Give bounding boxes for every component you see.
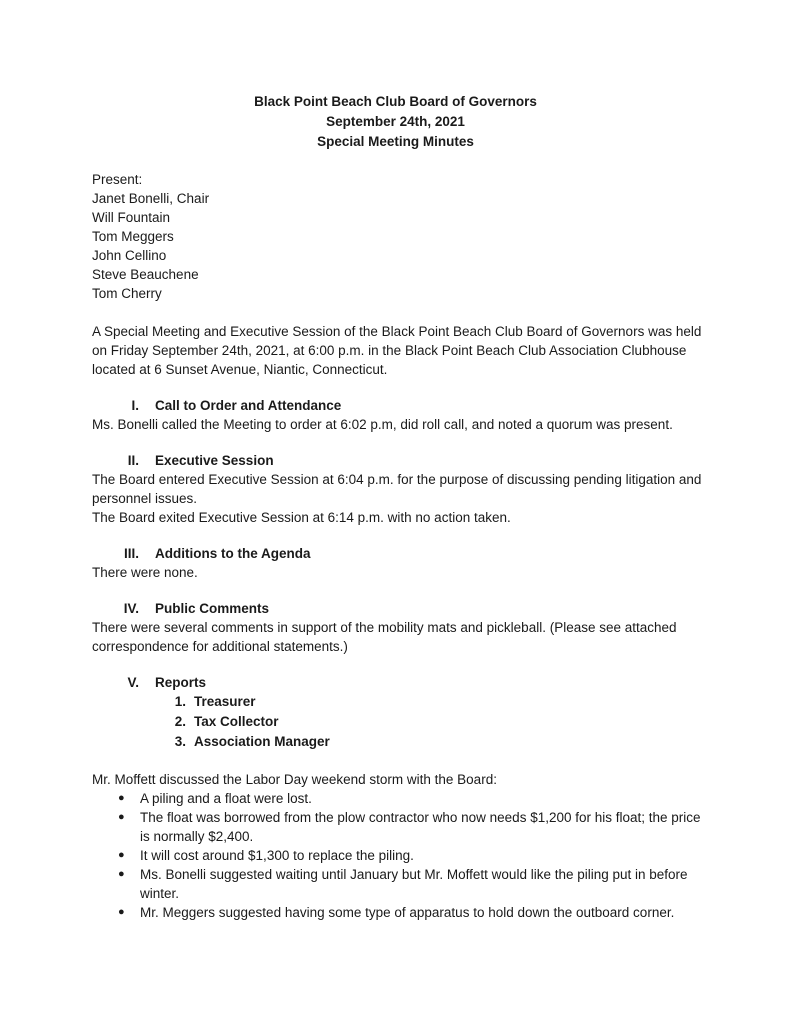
report-item xyxy=(92,732,712,752)
attendee: Steve Beauchene xyxy=(92,267,199,282)
bullet-icon: ● xyxy=(118,849,125,861)
bullet-text: It will cost around $1,300 to replace the piling. xyxy=(140,848,414,863)
document-title xyxy=(0,92,791,152)
section-number: III. xyxy=(123,545,139,561)
section-heading xyxy=(92,450,712,470)
storm-discussion xyxy=(92,770,712,922)
section-heading xyxy=(92,395,712,415)
bullet-item xyxy=(92,808,712,846)
report-item xyxy=(92,692,712,712)
bullet-text: Ms. Bonelli suggested waiting until January but Mr. Moffett would like the piling put in before winter. xyxy=(140,867,688,901)
bullet-icon: ● xyxy=(118,792,125,804)
bullet-icon: ● xyxy=(118,811,125,823)
document-body xyxy=(92,170,712,922)
section-heading xyxy=(92,598,712,618)
report-label: Treasurer xyxy=(194,694,256,709)
report-item xyxy=(92,712,712,732)
report-label: Tax Collector xyxy=(194,714,279,729)
section-call-to-order xyxy=(92,395,712,434)
section-number: IV. xyxy=(123,600,139,616)
section-number: V. xyxy=(127,674,139,690)
title-meeting-type: Special Meeting Minutes xyxy=(317,134,474,149)
bullet-icon: ● xyxy=(118,868,125,880)
section-executive-session xyxy=(92,450,712,527)
section-reports xyxy=(92,672,712,752)
section-number: I. xyxy=(131,397,139,413)
attendee: Tom Cherry xyxy=(92,286,162,301)
section-text: Ms. Bonelli called the Meeting to order at 6:02 p.m, did roll call, and noted a quorum was present. xyxy=(92,417,673,432)
bullet-item xyxy=(92,903,712,922)
attendee: Tom Meggers xyxy=(92,229,174,244)
bullet-text: A piling and a float were lost. xyxy=(140,791,312,806)
reports-list xyxy=(92,692,712,752)
title-organization: Black Point Beach Club Board of Governors xyxy=(254,94,537,109)
title-date: September 24th, 2021 xyxy=(326,114,465,129)
section-text: The Board exited Executive Session at 6:14 p.m. with no action taken. xyxy=(92,510,511,525)
section-title: Executive Session xyxy=(155,452,274,468)
report-label: Association Manager xyxy=(194,734,330,749)
section-title: Additions to the Agenda xyxy=(155,545,311,561)
section-title: Call to Order and Attendance xyxy=(155,397,342,413)
bullet-item xyxy=(92,846,712,865)
section-text: The Board entered Executive Session at 6:04 p.m. for the purpose of discussing pending litigation and personnel issues. xyxy=(92,472,702,506)
attendee: Janet Bonelli, Chair xyxy=(92,191,210,206)
section-public-comments xyxy=(92,598,712,656)
section-text: There were none. xyxy=(92,565,198,580)
section-additions-to-agenda xyxy=(92,543,712,582)
section-title: Public Comments xyxy=(155,600,270,616)
section-number: II. xyxy=(127,452,139,468)
present-label: Present: xyxy=(92,172,143,187)
bullet-item xyxy=(92,789,712,808)
attendee: Will Fountain xyxy=(92,210,171,225)
section-heading xyxy=(92,672,712,692)
section-heading xyxy=(92,543,712,563)
bullet-icon: ● xyxy=(118,906,125,918)
discussion-lead: Mr. Moffett discussed the Labor Day weekend storm with the Board: xyxy=(92,772,497,787)
section-text: There were several comments in support of the mobility mats and pickleball. (Please see attached correspondence for additional statements.) xyxy=(92,620,677,654)
attendee: John Cellino xyxy=(92,248,167,263)
bullet-item xyxy=(92,865,712,903)
bullet-text: Mr. Meggers suggested having some type of apparatus to hold down the outboard corner. xyxy=(140,905,675,920)
discussion-bullets xyxy=(92,789,712,922)
intro-paragraph: A Special Meeting and Executive Session of the Black Point Beach Club Board of Governors was held on Friday September 24th, 2021, at 6:00 p.m. in the Black Point Beach Club Association Clubhouse located at 6 Sunset Avenue, Niantic, Connecticut. xyxy=(92,324,702,377)
bullet-text: The float was borrowed from the plow contractor who now needs $1,200 for his float; the price is normally $2,400. xyxy=(140,810,701,844)
report-number: 2. xyxy=(174,714,186,729)
report-number: 1. xyxy=(174,694,186,709)
section-title: Reports xyxy=(155,674,207,690)
report-number: 3. xyxy=(174,734,186,749)
attendance-list xyxy=(92,170,712,303)
